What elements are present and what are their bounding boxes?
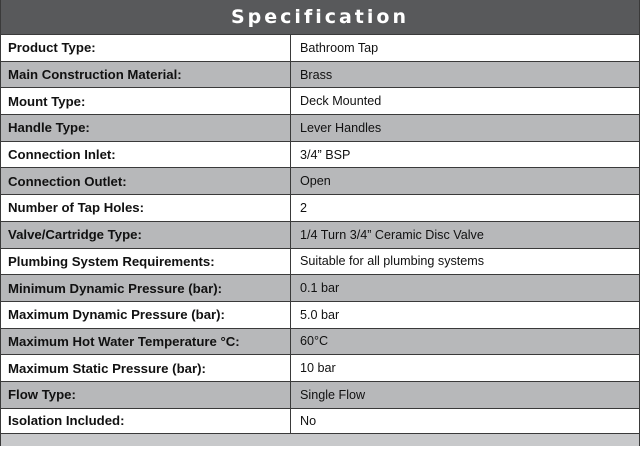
row-value: Lever Handles: [300, 120, 382, 135]
row-value: Brass: [300, 67, 333, 82]
table-row: [1, 34, 639, 61]
row-value: 10 bar: [300, 361, 336, 376]
table-row: [1, 248, 639, 275]
table-row: [1, 221, 639, 248]
table-row: [1, 354, 639, 381]
row-label: Plumbing System Requirements:: [1, 249, 291, 275]
row-value: Deck Mounted: [300, 94, 382, 109]
row-label: Handle Type:: [1, 115, 291, 141]
table-row: [1, 381, 639, 408]
row-label: Valve/Cartridge Type:: [1, 222, 291, 248]
row-label: Maximum Hot Water Temperature °C:: [1, 329, 291, 355]
row-value: 5.0 bar: [300, 307, 340, 322]
row-value: Bathroom Tap: [300, 40, 379, 55]
row-value: 60°C: [300, 334, 329, 349]
row-label: Maximum Dynamic Pressure (bar):: [1, 302, 291, 328]
row-label: Maximum Static Pressure (bar):: [1, 355, 291, 381]
row-value: 0.1 bar: [300, 281, 340, 296]
table-row: [1, 141, 639, 168]
table-row: [1, 274, 639, 301]
table-row: [1, 194, 639, 221]
row-label: Minimum Dynamic Pressure (bar):: [1, 275, 291, 301]
table-row: [1, 167, 639, 194]
row-value: Open: [300, 174, 331, 189]
row-label: Isolation Included:: [1, 409, 291, 434]
row-label: Main Construction Material:: [1, 62, 291, 88]
row-label: Mount Type:: [1, 88, 291, 114]
row-value: Single Flow: [300, 387, 366, 402]
spec-rows: [0, 34, 640, 434]
table-row: [1, 61, 639, 88]
row-label: Number of Tap Holes:: [1, 195, 291, 221]
table-row: [1, 114, 639, 141]
row-label: Product Type:: [1, 35, 291, 61]
table-row: [1, 87, 639, 114]
table-row: [1, 408, 639, 435]
table-row: [1, 328, 639, 355]
row-value: No: [300, 413, 317, 428]
row-value: 2: [300, 200, 308, 215]
row-value: Suitable for all plumbing systems: [300, 254, 485, 269]
table-row: [1, 301, 639, 328]
row-label: Connection Inlet:: [1, 142, 291, 168]
table-title: Specification: [0, 0, 640, 34]
row-value: 3/4” BSP: [300, 147, 351, 162]
row-label: Flow Type:: [1, 382, 291, 408]
table-footer-strip: [0, 434, 640, 446]
row-value: 1/4 Turn 3/4” Ceramic Disc Valve: [300, 227, 484, 242]
row-label: Connection Outlet:: [1, 168, 291, 194]
